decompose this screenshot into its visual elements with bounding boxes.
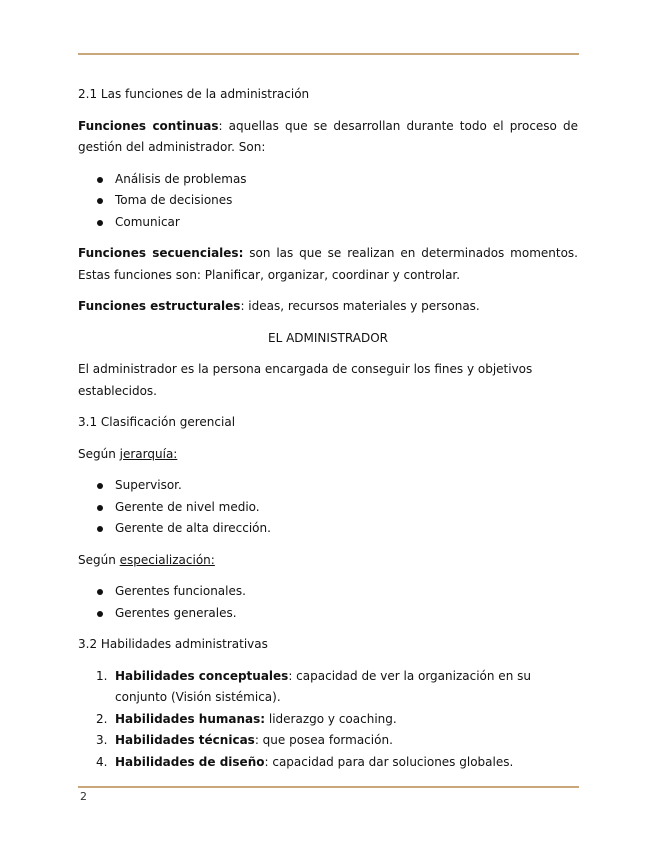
paragraph-funciones-secuenciales: [78, 243, 578, 286]
heading-3-1: 3.1 Clasificación gerencial: [78, 415, 236, 429]
list-item: [78, 169, 578, 191]
bullet-icon: [97, 611, 103, 617]
list-item-text: Gerentes generales.: [115, 605, 237, 620]
list-item-text: Toma de decisiones: [115, 193, 233, 207]
list-item: [78, 603, 578, 625]
subheading-prefix: Según: [78, 552, 120, 567]
list-item-text: Análisis de problemas: [115, 171, 247, 186]
text-funciones-estructurales: : ideas, recursos materiales y personas.: [240, 299, 480, 313]
subheading-prefix: Según: [78, 446, 120, 461]
subheading-especializacion: [78, 550, 578, 572]
paragraph-funciones-estructurales: [78, 296, 578, 318]
subheading-word: especialización:: [119, 552, 215, 567]
list-item: [78, 581, 578, 603]
list-number: 3.: [96, 733, 108, 747]
bullet-icon: [97, 505, 103, 511]
list-item: [78, 475, 578, 497]
list-item-text: : que posea formación.: [254, 733, 393, 747]
list-item-text: Supervisor.: [115, 478, 182, 492]
page-content: [78, 84, 578, 773]
term-funciones-estructurales: Funciones estructurales: [78, 299, 241, 313]
bullet-icon: [97, 526, 103, 532]
text-funciones-continuas: : aquellas que se desarrollan durante todo el proceso de gestión del administrador. Son:: [78, 118, 578, 154]
list-item: [78, 730, 578, 752]
term-funciones-secuenciales: Funciones secuenciales:: [78, 246, 244, 260]
subheading-jerarquia: [78, 444, 578, 466]
header-rule: [78, 53, 579, 55]
list-item: [78, 666, 578, 709]
list-item: [78, 190, 578, 212]
list-item-text: Gerentes funcionales.: [115, 584, 246, 598]
list-item-text: Gerente de nivel medio.: [115, 499, 260, 514]
bullet-icon: [97, 177, 103, 183]
bullet-icon: [97, 198, 103, 204]
list-item: [78, 518, 578, 540]
list-item-term: Habilidades humanas:: [115, 711, 266, 726]
list-item-text: : capacidad para dar soluciones globales.: [264, 754, 514, 769]
section-title: EL ADMINISTRADOR: [268, 330, 388, 345]
list-number: 1.: [96, 668, 108, 683]
list-number: 4.: [96, 754, 108, 769]
list-item-text: Comunicar: [115, 214, 180, 229]
subheading-word: jerarquía:: [119, 446, 178, 461]
text-funciones-secuenciales: son las que se realizan en determinados momentos. Estas funciones son: Planificar, organizar, coordinar y controlar.: [78, 246, 578, 282]
list-item-term: Habilidades técnicas: [115, 733, 255, 747]
list-jerarquia: [78, 475, 578, 540]
bullet-icon: [97, 220, 103, 226]
heading-2-1: 2.1 Las funciones de la administración: [78, 87, 310, 101]
list-item: [78, 497, 578, 519]
list-item-text: liderazgo y coaching.: [265, 711, 397, 726]
list-number: 2.: [96, 711, 108, 726]
bullet-icon: [97, 589, 103, 595]
list-funciones-continuas: [78, 169, 578, 234]
term-funciones-continuas: Funciones continuas: [78, 118, 219, 133]
list-item-term: Habilidades de diseño: [115, 754, 265, 769]
footer-rule: [78, 786, 579, 788]
list-item-text: Gerente de alta dirección.: [115, 521, 271, 535]
list-item-term: Habilidades conceptuales: [115, 668, 289, 683]
list-item: [78, 752, 578, 774]
list-item: [78, 212, 578, 234]
heading-3-2: 3.2 Habilidades administrativas: [78, 637, 268, 651]
bullet-icon: [97, 483, 103, 489]
paragraph-admin-definition: El administrador es la persona encargada de conseguir los fines y objetivos establecidos.: [78, 362, 533, 398]
list-especializacion: [78, 581, 578, 624]
page-number: 2: [80, 790, 87, 803]
list-item-text: : capacidad de ver la organización en su conjunto (Visión sistémica).: [115, 668, 531, 704]
list-item: [78, 709, 578, 731]
list-habilidades: [78, 666, 578, 774]
paragraph-funciones-continuas: [78, 116, 578, 159]
